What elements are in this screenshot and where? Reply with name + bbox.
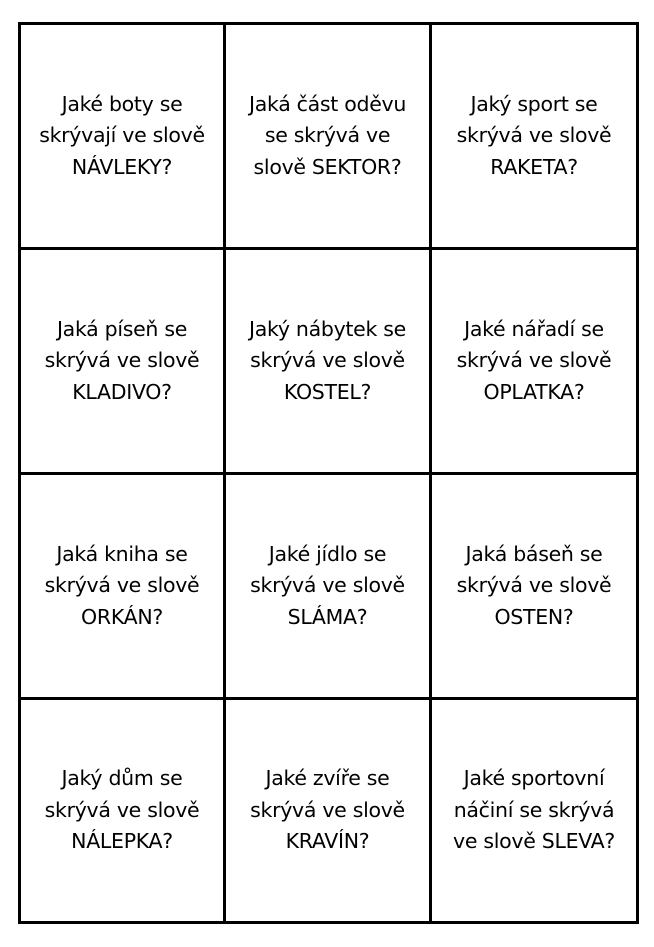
riddle-line: NÁLEPKA? [71, 829, 173, 854]
riddle-line: náčiní se skrývá [453, 797, 615, 822]
riddle-line: skrývá ve slově [456, 123, 612, 148]
riddle-text [453, 763, 615, 858]
riddle-line: Jaký sport se [470, 91, 598, 116]
riddle-text [457, 539, 612, 634]
riddle-line: skrývá ve slově [250, 348, 405, 373]
riddle-line: Jaké nářadí se [464, 316, 604, 341]
riddle-text [39, 89, 205, 184]
riddle-text [457, 314, 612, 409]
riddle-line: Jaká kniha se [56, 541, 188, 566]
riddle-text [250, 539, 405, 634]
riddle-card [432, 700, 636, 921]
riddle-line: Jaké zvíře se [265, 766, 390, 791]
riddle-line: Jaké sportovní [463, 766, 605, 791]
riddle-line: Jaká část oděvu [248, 91, 407, 116]
riddle-line: ORKÁN? [81, 604, 163, 629]
riddle-line: skrývá ve slově [44, 797, 200, 822]
riddle-card [432, 25, 636, 250]
riddle-line: skrývá ve slově [250, 797, 405, 822]
riddle-line: Jaký dům se [61, 766, 183, 791]
riddle-line: RAKETA? [490, 154, 578, 179]
riddle-line: Jaký nábytek se [249, 316, 406, 341]
riddle-text [45, 314, 200, 409]
riddle-card [226, 25, 432, 250]
riddle-line: slově SEKTOR? [253, 154, 402, 179]
riddle-line: skrývá ve slově [456, 573, 612, 598]
riddle-line: ve slově SLEVA? [453, 829, 615, 854]
riddle-card [432, 475, 636, 700]
riddle-line: KOSTEL? [283, 379, 372, 404]
riddle-text [249, 89, 406, 184]
riddle-card [21, 700, 226, 921]
riddle-text [250, 763, 405, 858]
riddle-card [226, 250, 432, 475]
riddle-line: OPLATKA? [483, 379, 585, 404]
riddle-text [45, 763, 200, 858]
riddle-line: Jaké jídlo se [268, 541, 387, 566]
riddle-card [21, 250, 226, 475]
riddle-line: skrývá ve slově [44, 573, 200, 598]
riddle-line: Jaké boty se [61, 91, 183, 116]
riddle-line: OSTEN? [494, 604, 574, 629]
riddle-line: se skrývá ve [264, 123, 391, 148]
riddle-card [21, 25, 226, 250]
riddle-text [249, 314, 406, 409]
riddle-line: skrývá ve slově [44, 348, 200, 373]
riddle-line: KRAVÍN? [285, 829, 370, 854]
riddle-card-grid [18, 22, 639, 924]
riddle-line: SLÁMA? [287, 604, 368, 629]
riddle-line: skrývají ve slově [39, 123, 205, 148]
riddle-card [21, 475, 226, 700]
riddle-line: KLADIVO? [72, 379, 172, 404]
riddle-line: NÁVLEKY? [71, 154, 173, 179]
riddle-text [457, 89, 612, 184]
riddle-line: Jaká píseň se [56, 316, 188, 341]
riddle-card [226, 700, 432, 921]
riddle-card [432, 250, 636, 475]
riddle-text [45, 539, 200, 634]
riddle-line: skrývá ve slově [250, 573, 405, 598]
riddle-line: skrývá ve slově [456, 348, 612, 373]
riddle-card [226, 475, 432, 700]
riddle-line: Jaká báseň se [465, 541, 603, 566]
